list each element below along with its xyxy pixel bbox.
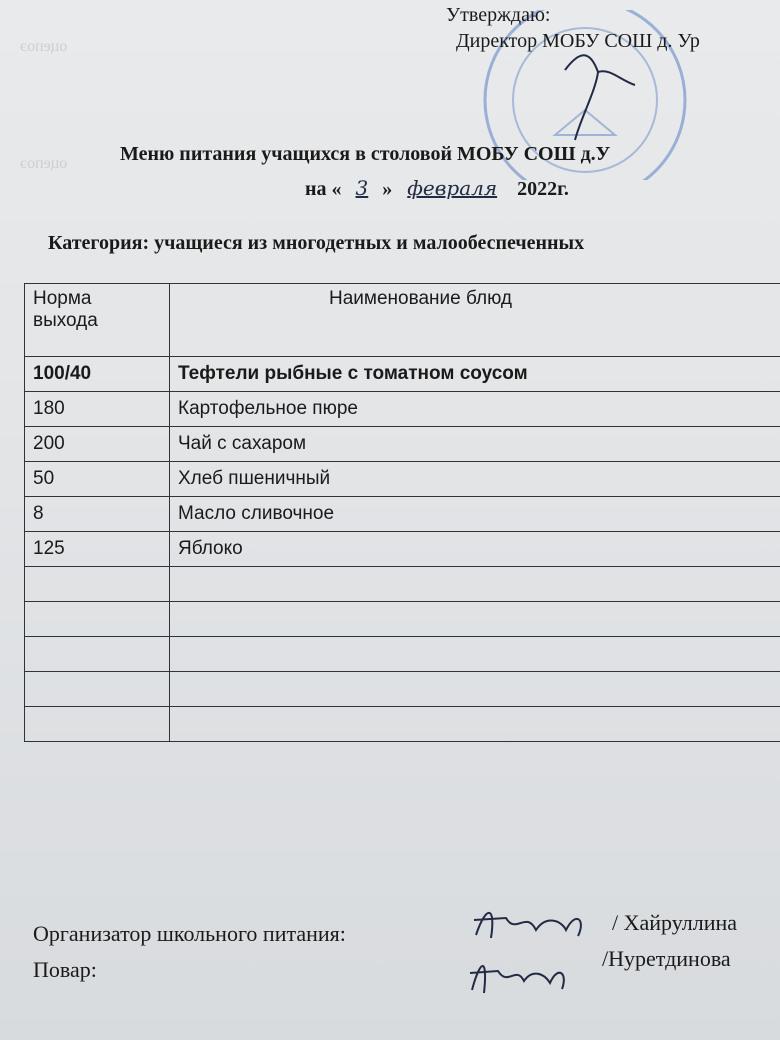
date-prefix: на « xyxy=(305,178,342,200)
date-day: 3 xyxy=(355,176,369,200)
table-header-row xyxy=(25,284,780,357)
row-dish xyxy=(170,637,780,672)
table-row xyxy=(25,357,780,392)
row-dish: Масло сливочное xyxy=(170,497,780,532)
table-row xyxy=(25,637,780,672)
date-line xyxy=(305,176,569,201)
row-norm xyxy=(25,707,170,742)
row-dish xyxy=(170,672,780,707)
table-row xyxy=(25,497,780,532)
col-norm-header: Норма выхода xyxy=(25,284,170,357)
bleed-through-text: оцепоэ xyxy=(20,38,68,55)
bleed-through-text: оцепоэ xyxy=(20,155,68,172)
row-dish: Тефтели рыбные с томатном соусом xyxy=(170,357,780,392)
row-norm: 50 xyxy=(25,462,170,497)
date-mid: » xyxy=(382,178,393,200)
row-norm: 180 xyxy=(25,392,170,427)
table-row xyxy=(25,602,780,637)
cook-signature-icon xyxy=(460,945,590,1000)
organizer-name: / Хайруллина xyxy=(612,910,738,935)
row-dish: Яблоко xyxy=(170,532,780,567)
date-year: 2022г. xyxy=(517,178,569,200)
category-line: Категория: учащиеся из многодетных и малообеспеченных xyxy=(48,232,585,254)
table-row xyxy=(25,392,780,427)
row-dish xyxy=(170,567,780,602)
menu-title: Меню питания учащихся в столовой МОБУ СОШ д.У xyxy=(120,143,611,165)
row-norm: 8 xyxy=(25,497,170,532)
table-row xyxy=(25,567,780,602)
table-row xyxy=(25,672,780,707)
row-norm xyxy=(25,672,170,707)
table-row xyxy=(25,532,780,567)
director-line: Директор МОБУ СОШ д. Ур xyxy=(456,30,700,52)
table-row xyxy=(25,707,780,742)
row-dish: Чай с сахаром xyxy=(170,427,780,462)
col-name-header: Наименование блюд xyxy=(170,284,780,357)
row-dish xyxy=(170,707,780,742)
row-dish xyxy=(170,602,780,637)
organizer-signature-icon xyxy=(466,900,596,950)
row-norm: 125 xyxy=(25,532,170,567)
date-month: февраля xyxy=(407,176,498,200)
approve-label: Утверждаю: xyxy=(446,4,551,26)
row-norm xyxy=(25,602,170,637)
row-norm: 200 xyxy=(25,427,170,462)
cook-name: /Нуретдинова xyxy=(602,946,731,971)
row-norm xyxy=(25,637,170,672)
row-norm: 100/40 xyxy=(25,357,170,392)
cook-label: Повар: xyxy=(33,957,97,982)
menu-table xyxy=(24,283,780,742)
row-dish: Хлеб пшеничный xyxy=(170,462,780,497)
row-dish: Картофельное пюре xyxy=(170,392,780,427)
table-row xyxy=(25,462,780,497)
row-norm xyxy=(25,567,170,602)
table-row xyxy=(25,427,780,462)
organizer-label: Организатор школьного питания: xyxy=(33,921,346,946)
